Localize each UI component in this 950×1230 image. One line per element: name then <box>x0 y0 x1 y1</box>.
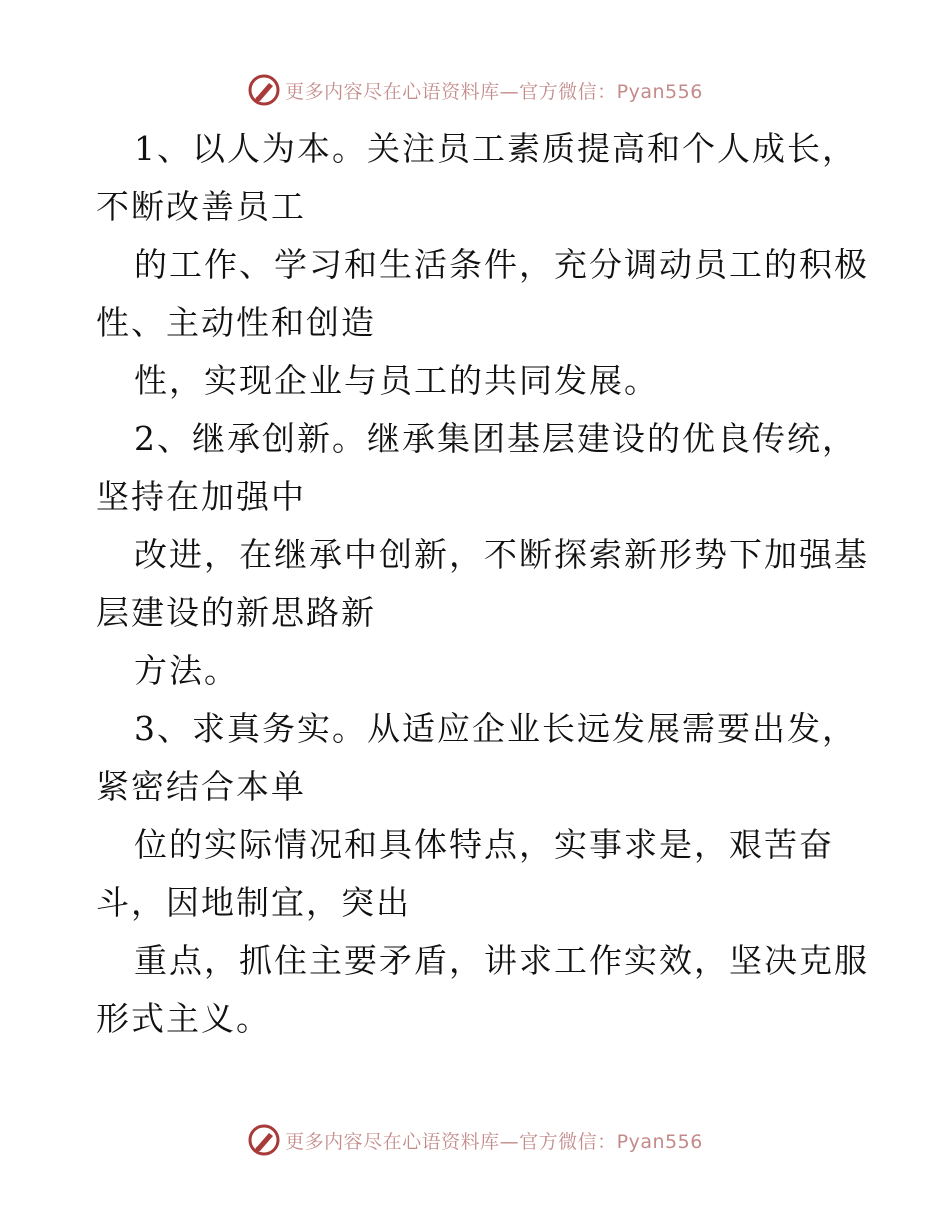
header-banner <box>0 70 950 110</box>
pen-logo-icon <box>247 73 281 107</box>
text-line: 位的实际情况和具体特点，实事求是，艰苦奋 <box>134 825 834 864</box>
text-line: 重点，抓住主要矛盾，讲求工作实效，坚决克服 <box>134 941 869 980</box>
text-line: 性、主动性和创造 <box>96 303 376 342</box>
footer-banner-text: 更多内容尽在心语资料库—官方微信：Pyan556 <box>285 1130 703 1153</box>
text-line: 斗，因地制宜，突出 <box>96 883 411 922</box>
text-line: 坚持在加强中 <box>96 477 306 516</box>
pen-logo-icon <box>247 1123 281 1157</box>
text-line: 3、求真务实。从适应企业长远发展需要出发， <box>134 709 857 748</box>
footer-banner <box>0 1120 950 1160</box>
text-line: 的工作、学习和生活条件，充分调动员工的积极 <box>134 245 869 284</box>
text-line: 1、以人为本。关注员工素质提高和个人成长， <box>134 129 857 168</box>
text-line: 紧密结合本单 <box>96 767 306 806</box>
text-line: 性，实现企业与员工的共同发展。 <box>134 361 659 400</box>
text-line: 2、继承创新。继承集团基层建设的优良传统， <box>134 419 857 458</box>
header-banner-text: 更多内容尽在心语资料库—官方微信：Pyan556 <box>285 80 703 103</box>
text-line: 改进，在继承中创新，不断探索新形势下加强基 <box>134 535 869 574</box>
document-body <box>96 120 869 1048</box>
text-line: 方法。 <box>134 651 239 690</box>
text-line: 不断改善员工 <box>96 187 306 226</box>
text-line: 形式主义。 <box>96 999 271 1038</box>
text-line: 层建设的新思路新 <box>96 593 376 632</box>
